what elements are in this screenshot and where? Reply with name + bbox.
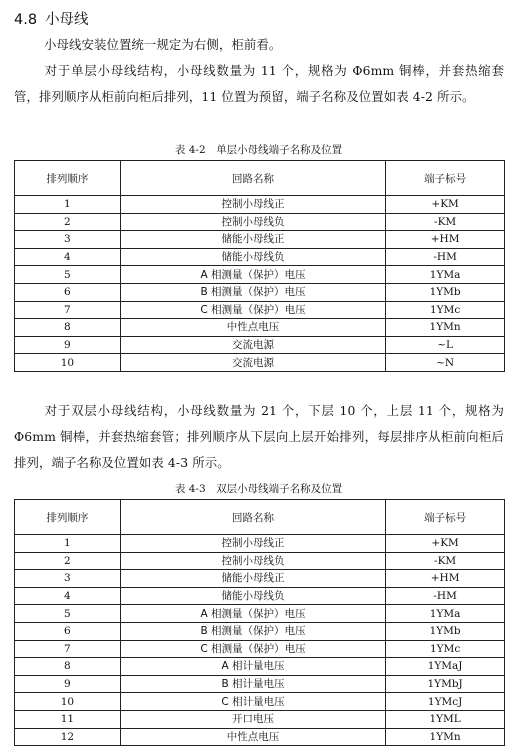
column-header: 端子标号 (386, 161, 505, 196)
table-1-body (15, 196, 505, 372)
section-number: 4.8 (14, 12, 38, 28)
order-cell: 8 (15, 658, 121, 676)
order-cell: 1 (15, 196, 121, 214)
circuit-name-cell: 控制小母线负 (120, 213, 385, 231)
order-cell: 1 (15, 535, 121, 553)
table-row (15, 693, 505, 711)
paragraph-2 (14, 58, 504, 110)
terminal-label-cell: -KM (386, 552, 505, 570)
table-row (15, 283, 505, 301)
paragraph-3-text: 对于双层小母线结构，小母线数量为 21 个，下层 10 个，上层 11 个，规格为 Φ6mm 铜棒，并套热缩套管；排列顺序从下层向上层开始排列，每层排序从柜前向柜后排列，端子名称及位置如表 4-3 所示。 (14, 403, 504, 470)
table-row (15, 213, 505, 231)
terminal-label-cell: 1YMa (386, 266, 505, 284)
circuit-name-cell: 储能小母线正 (120, 570, 385, 588)
order-cell: 8 (15, 319, 121, 337)
order-cell: 6 (15, 622, 121, 640)
section-title: 小母线 (45, 12, 89, 28)
paragraph-1-text: 小母线安装位置统一规定为右侧，柜前看。 (44, 37, 282, 52)
order-cell: 4 (15, 587, 121, 605)
table-2-body (15, 535, 505, 746)
terminal-label-cell: -KM (386, 213, 505, 231)
order-cell: 4 (15, 248, 121, 266)
terminal-label-cell: -HM (386, 248, 505, 266)
paragraph-3 (14, 398, 504, 476)
circuit-name-cell: 储能小母线负 (120, 587, 385, 605)
circuit-name-cell: 中性点电压 (120, 319, 385, 337)
terminal-label-cell: ~L (386, 336, 505, 354)
circuit-name-cell: A 相测量（保护）电压 (120, 605, 385, 623)
table-row (15, 231, 505, 249)
table-row (15, 535, 505, 553)
section-heading (14, 8, 89, 29)
table-2 (14, 499, 505, 746)
order-cell: 7 (15, 301, 121, 319)
order-cell: 3 (15, 231, 121, 249)
paragraph-2-text: 对于单层小母线结构，小母线数量为 11 个，规格为 Φ6mm 铜棒，并套热缩套管，排列顺序从柜前向柜后排列，11 位置为预留，端子名称及位置如表 4-2 所示。 (14, 63, 504, 104)
table-row (15, 552, 505, 570)
table-1 (14, 160, 505, 372)
terminal-label-cell: 1YMaJ (386, 658, 505, 676)
column-header: 回路名称 (120, 161, 385, 196)
table-row (15, 658, 505, 676)
terminal-label-cell: 1YMb (386, 622, 505, 640)
table-row (15, 640, 505, 658)
terminal-label-cell: 1YMbJ (386, 675, 505, 693)
circuit-name-cell: 交流电源 (120, 354, 385, 372)
order-cell: 5 (15, 605, 121, 623)
circuit-name-cell: C 相测量（保护）电压 (120, 640, 385, 658)
table-row (15, 675, 505, 693)
table-1-header-row (15, 161, 505, 196)
circuit-name-cell: A 相测量（保护）电压 (120, 266, 385, 284)
circuit-name-cell: 控制小母线正 (120, 196, 385, 214)
circuit-name-cell: 开口电压 (120, 710, 385, 728)
order-cell: 12 (15, 728, 121, 746)
circuit-name-cell: B 相计量电压 (120, 675, 385, 693)
order-cell: 7 (15, 640, 121, 658)
table-row (15, 587, 505, 605)
table-row (15, 354, 505, 372)
terminal-label-cell: 1YMn (386, 728, 505, 746)
terminal-label-cell: 1YMb (386, 283, 505, 301)
circuit-name-cell: 储能小母线负 (120, 248, 385, 266)
circuit-name-cell: C 相计量电压 (120, 693, 385, 711)
column-header: 端子标号 (386, 500, 505, 535)
order-cell: 9 (15, 336, 121, 354)
order-cell: 5 (15, 266, 121, 284)
terminal-label-cell: -HM (386, 587, 505, 605)
table-2-header-row (15, 500, 505, 535)
terminal-label-cell: 1YMc (386, 640, 505, 658)
table-row (15, 196, 505, 214)
circuit-name-cell: B 相测量（保护）电压 (120, 622, 385, 640)
table-row (15, 570, 505, 588)
table-1-caption: 表 4-2 单层小母线端子名称及位置 (174, 144, 343, 156)
table-row (15, 622, 505, 640)
circuit-name-cell: B 相测量（保护）电压 (120, 283, 385, 301)
circuit-name-cell: C 相测量（保护）电压 (120, 301, 385, 319)
table-row (15, 710, 505, 728)
terminal-label-cell: +KM (386, 196, 505, 214)
table-2-caption: 表 4-3 双层小母线端子名称及位置 (174, 483, 343, 495)
terminal-label-cell: +KM (386, 535, 505, 553)
column-header: 排列顺序 (15, 161, 121, 196)
table-row (15, 248, 505, 266)
terminal-label-cell: 1YMcJ (386, 693, 505, 711)
circuit-name-cell: 中性点电压 (120, 728, 385, 746)
terminal-label-cell: 1YMa (386, 605, 505, 623)
circuit-name-cell: 控制小母线正 (120, 535, 385, 553)
circuit-name-cell: 储能小母线正 (120, 231, 385, 249)
order-cell: 2 (15, 213, 121, 231)
circuit-name-cell: 控制小母线负 (120, 552, 385, 570)
terminal-label-cell: 1YML (386, 710, 505, 728)
circuit-name-cell: A 相计量电压 (120, 658, 385, 676)
table-row (15, 336, 505, 354)
order-cell: 9 (15, 675, 121, 693)
terminal-label-cell: +HM (386, 231, 505, 249)
terminal-label-cell: +HM (386, 570, 505, 588)
order-cell: 2 (15, 552, 121, 570)
order-cell: 6 (15, 283, 121, 301)
order-cell: 11 (15, 710, 121, 728)
table-row (15, 605, 505, 623)
terminal-label-cell: 1YMn (386, 319, 505, 337)
circuit-name-cell: 交流电源 (120, 336, 385, 354)
paragraph-1 (14, 32, 504, 58)
column-header: 排列顺序 (15, 500, 121, 535)
table-row (15, 728, 505, 746)
table-row (15, 301, 505, 319)
table-row (15, 319, 505, 337)
order-cell: 10 (15, 354, 121, 372)
column-header: 回路名称 (120, 500, 385, 535)
order-cell: 10 (15, 693, 121, 711)
order-cell: 3 (15, 570, 121, 588)
table-row (15, 266, 505, 284)
terminal-label-cell: 1YMc (386, 301, 505, 319)
terminal-label-cell: ~N (386, 354, 505, 372)
